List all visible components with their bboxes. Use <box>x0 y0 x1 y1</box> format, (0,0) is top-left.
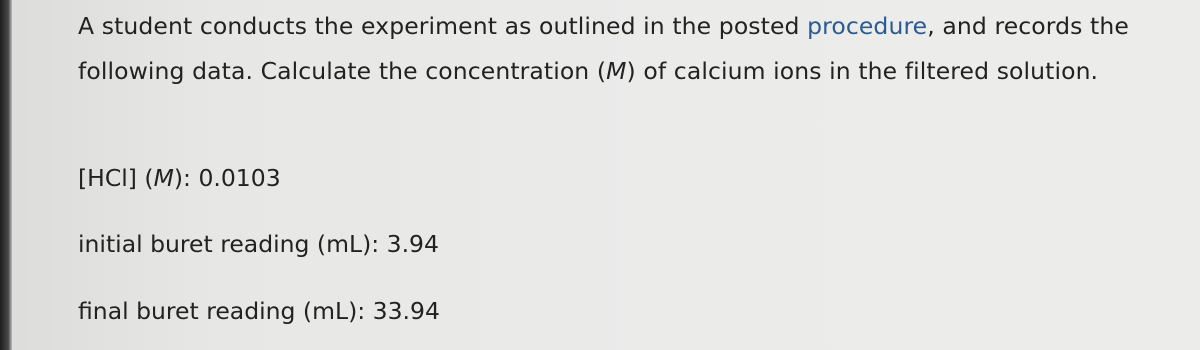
question-text-part3: ) of calcium ions in the filtered solution. <box>626 57 1099 85</box>
hcl-molarity-symbol: M <box>153 164 174 192</box>
question-text-part2: , and records the following data. Calculate the concentration ( <box>78 12 1129 85</box>
hcl-label-prefix: [HCl] ( <box>78 164 154 192</box>
hcl-concentration-line <box>78 163 281 193</box>
question-text-part1: A student conducts the experiment as outlined in the posted <box>78 12 808 40</box>
initial-buret-value: 3.94 <box>386 230 439 258</box>
hcl-value: 0.0103 <box>198 164 281 192</box>
procedure-link[interactable]: procedure <box>807 12 928 40</box>
final-buret-label: final buret reading (mL): <box>78 297 373 325</box>
final-buret-value: 33.94 <box>372 297 440 325</box>
hcl-label-suffix: ): <box>173 164 199 192</box>
question-panel <box>78 0 1178 350</box>
initial-buret-line <box>78 229 439 259</box>
initial-buret-label: initial buret reading (mL): <box>78 230 387 258</box>
monitor-bezel <box>0 0 12 350</box>
molarity-symbol: M <box>606 57 627 85</box>
final-buret-line <box>78 296 440 326</box>
question-text <box>78 4 1163 94</box>
